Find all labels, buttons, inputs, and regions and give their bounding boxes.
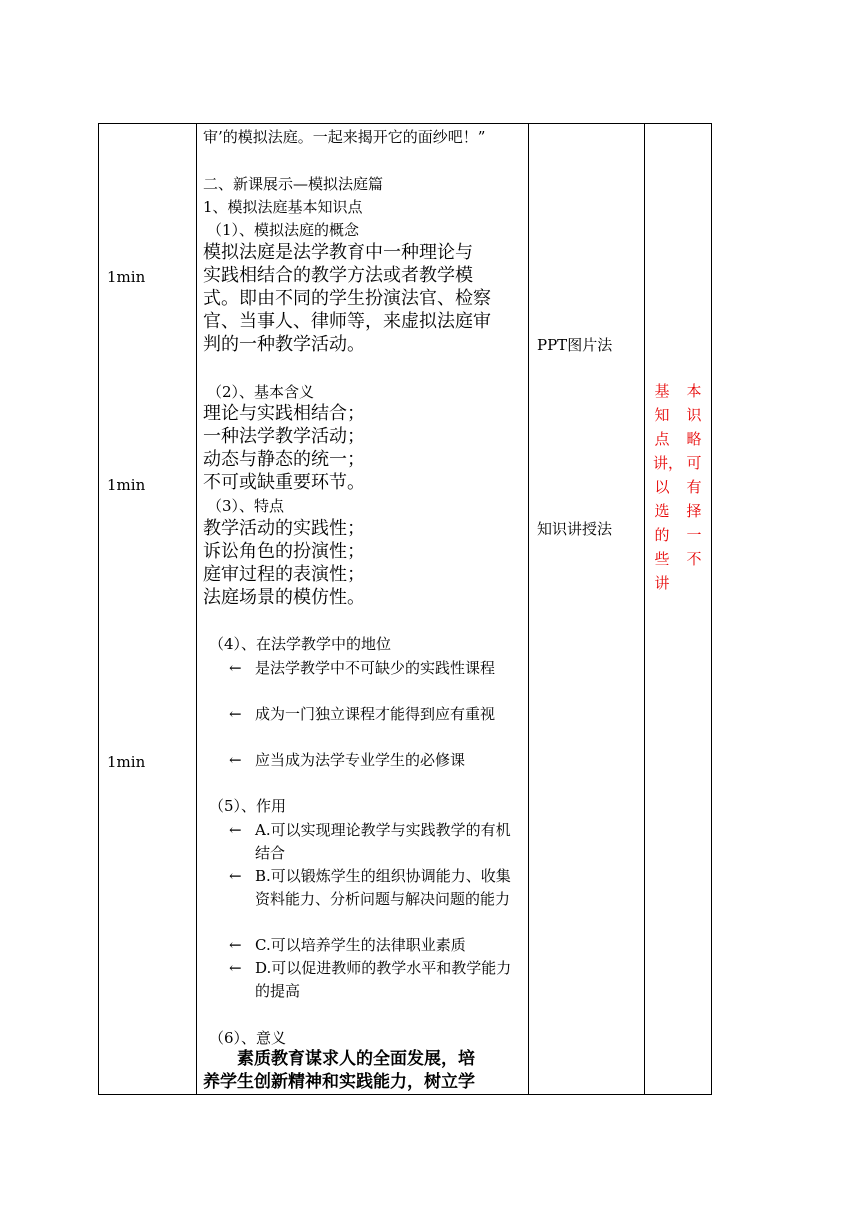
content-cell bbox=[197, 124, 529, 1095]
subsection-title: 1、模拟法庭基本知识点 bbox=[203, 198, 363, 216]
significance-line: 养学生创新精神和实践能力，树立学 bbox=[203, 1072, 475, 1092]
list-item bbox=[229, 934, 525, 957]
method-label-2: 知识讲授法 bbox=[537, 520, 613, 538]
table-row bbox=[99, 124, 712, 1095]
meaning-item: 不可或缺重要环节。 bbox=[203, 472, 365, 493]
significance-line: 素质教育谋求人的全面发展，培 bbox=[237, 1049, 475, 1069]
role-heading: （5）、作用 bbox=[209, 797, 287, 815]
note-cell bbox=[645, 124, 712, 1095]
role-item: D.可以促进教师的教学水平和教学能力的提高 bbox=[255, 959, 512, 1000]
concept-line: 式。即由不同的学生扮演法官、检察 bbox=[203, 288, 491, 309]
status-item: 应当成为法学专业学生的必修课 bbox=[255, 751, 466, 769]
meaning-item: 理论与实践相结合； bbox=[203, 403, 365, 424]
method-cell bbox=[529, 124, 645, 1095]
note-right-column: 本识略可有择一不 bbox=[686, 382, 702, 568]
concept-line: 判的一种教学活动。 bbox=[203, 334, 365, 355]
significance-heading: （6）、意义 bbox=[209, 1029, 287, 1047]
arrow-left-icon: ← bbox=[229, 751, 242, 769]
time-cell bbox=[99, 124, 197, 1095]
arrow-left-icon: ← bbox=[229, 936, 242, 954]
status-item: 是法学教学中不可缺少的实践性课程 bbox=[255, 659, 496, 677]
list-item bbox=[229, 865, 525, 911]
intro-text: 审’的模拟法庭。一起来揭开它的面纱吧！” bbox=[203, 128, 486, 146]
list-item bbox=[229, 703, 525, 726]
features-item: 庭审过程的表演性； bbox=[203, 564, 365, 585]
list-item bbox=[229, 749, 525, 772]
concept-line: 实践相结合的教学方法或者教学模 bbox=[203, 265, 473, 286]
note-left-column: 基知点讲，以选的些讲 bbox=[653, 382, 684, 592]
meaning-heading: （2）、基本含义 bbox=[207, 383, 315, 401]
arrow-left-icon: ← bbox=[229, 821, 242, 839]
status-item: 成为一门独立课程才能得到应有重视 bbox=[255, 705, 496, 723]
meaning-item: 动态与静态的统一； bbox=[203, 449, 365, 470]
lesson-plan-table bbox=[98, 123, 712, 1095]
time-label-1: 1min bbox=[107, 268, 146, 286]
features-item: 诉讼角色的扮演性； bbox=[203, 541, 365, 562]
features-heading: （3）、特点 bbox=[207, 497, 285, 515]
role-item: B.可以锻炼学生的组织协调能力、收集资料能力、分析问题与解决问题的能力 bbox=[255, 867, 511, 908]
concept-heading: （1）、模拟法庭的概念 bbox=[207, 221, 360, 239]
role-item: A.可以实现理论教学与实践教学的有机结合 bbox=[255, 821, 511, 862]
list-item bbox=[229, 957, 525, 1003]
time-label-3: 1min bbox=[107, 753, 146, 771]
arrow-left-icon: ← bbox=[229, 705, 242, 723]
list-item bbox=[229, 657, 525, 680]
arrow-left-icon: ← bbox=[229, 659, 242, 677]
features-item: 法庭场景的模仿性。 bbox=[203, 587, 365, 608]
meaning-item: 一种法学教学活动； bbox=[203, 426, 365, 447]
method-label-1: PPT图片法 bbox=[537, 336, 613, 354]
role-item: C.可以培养学生的法律职业素质 bbox=[255, 936, 466, 954]
features-item: 教学活动的实践性； bbox=[203, 518, 365, 539]
list-item bbox=[229, 819, 525, 865]
concept-line: 模拟法庭是法学教育中一种理论与 bbox=[203, 242, 473, 263]
status-heading: （4）、在法学教学中的地位 bbox=[209, 635, 392, 653]
arrow-left-icon: ← bbox=[229, 959, 242, 977]
concept-line: 官、当事人、律师等，来虚拟法庭审 bbox=[203, 311, 491, 332]
section-title: 二、新课展示—模拟法庭篇 bbox=[203, 175, 384, 193]
time-label-2: 1min bbox=[107, 476, 146, 494]
arrow-left-icon: ← bbox=[229, 867, 242, 885]
